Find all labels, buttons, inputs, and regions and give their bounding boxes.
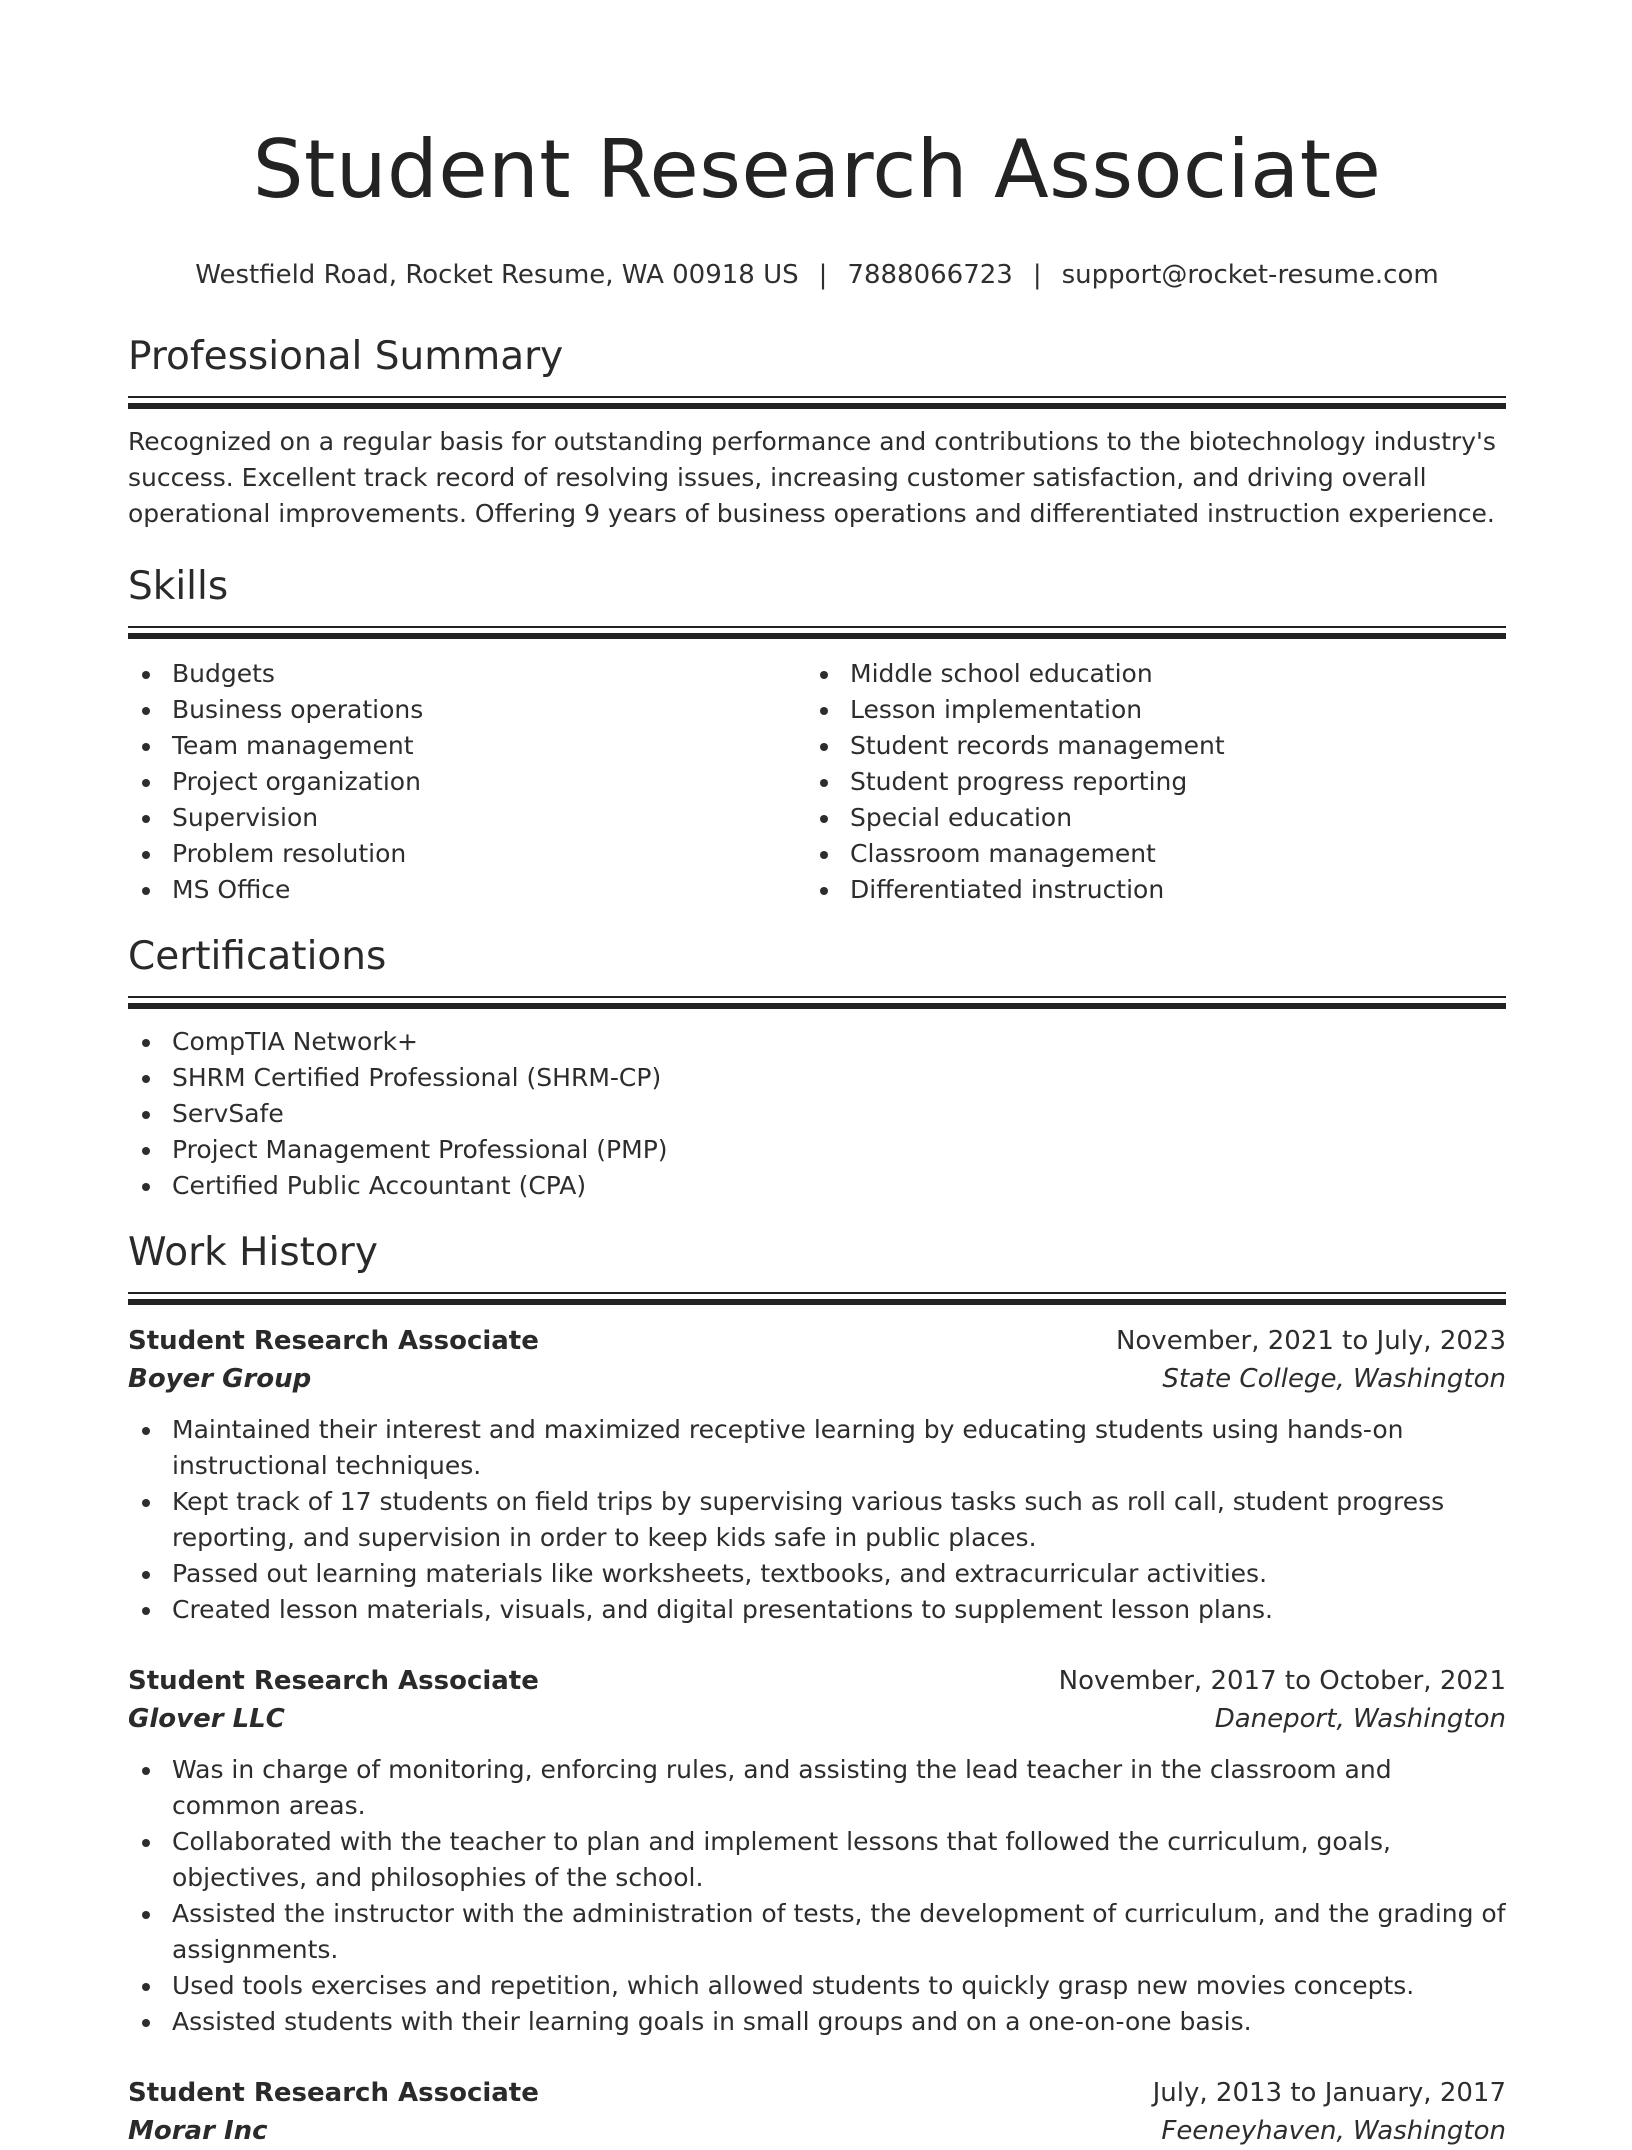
job-bullet: Assisted students with their learning goals in small groups and on a one-on-one basis. — [128, 2004, 1506, 2040]
job-bullets — [128, 1412, 1506, 1628]
job-location: Daneport, Washington — [1214, 1704, 1506, 1734]
certification-item: CompTIA Network+ — [128, 1024, 1506, 1060]
job-header — [128, 1662, 1506, 1700]
section-divider — [128, 396, 1506, 408]
section-title-work-history: Work History — [128, 1230, 378, 1275]
skills-list-left — [128, 656, 806, 908]
skill-item: Budgets — [128, 656, 806, 692]
skill-item: Project organization — [128, 764, 806, 800]
summary-section — [128, 332, 1506, 532]
job-location: State College, Washington — [1162, 1364, 1506, 1394]
job-subheader — [128, 1700, 1506, 1738]
skill-item: Supervision — [128, 800, 806, 836]
separator: | — [1032, 260, 1042, 290]
job-bullet: Assisted the instructor with the administration of tests, the development of curriculum, and the grading of assignments. — [128, 1896, 1506, 1968]
job-bullet: Kept track of 17 students on field trips by supervising various tasks such as roll call, student progress reporting, and supervision in order to keep kids safe in public places. — [128, 1484, 1506, 1556]
skill-item: Student progress reporting — [806, 764, 1484, 800]
skill-item: Business operations — [128, 692, 806, 728]
skills-list-right — [806, 656, 1484, 908]
job-entry — [128, 1662, 1506, 2040]
job-location: Feeneyhaven, Washington — [1161, 2116, 1506, 2146]
job-bullet: Created lesson materials, visuals, and digital presentations to supplement lesson plans. — [128, 1592, 1506, 1628]
skill-item: MS Office — [128, 872, 806, 908]
job-dates: November, 2017 to October, 2021 — [1058, 1666, 1506, 1696]
certifications-section — [128, 932, 1506, 1204]
skill-item: Classroom management — [806, 836, 1484, 872]
job-subheader — [128, 2112, 1506, 2150]
certification-item: Certified Public Accountant (CPA) — [128, 1168, 1506, 1204]
skill-item: Lesson implementation — [806, 692, 1484, 728]
resume-page — [128, 0, 1506, 2150]
job-dates: November, 2021 to July, 2023 — [1115, 1326, 1506, 1356]
skill-item: Problem resolution — [128, 836, 806, 872]
job-title: Student Research Associate — [128, 2078, 539, 2108]
job-entry — [128, 1322, 1506, 1628]
job-bullet: Collaborated with the teacher to plan and implement lessons that followed the curriculum, goals, objectives, and philosophies of the school. — [128, 1824, 1506, 1896]
contact-line — [128, 258, 1506, 292]
job-header — [128, 2074, 1506, 2112]
skills-section — [128, 562, 1506, 908]
job-title: Student Research Associate — [128, 1666, 539, 1696]
certifications-list — [128, 1024, 1506, 1204]
skill-item: Special education — [806, 800, 1484, 836]
section-title-skills: Skills — [128, 564, 229, 609]
summary-text: Recognized on a regular basis for outstanding performance and contributions to the biotechnology industry's success. Excellent track record of resolving issues, increasing customer satisfaction, and driving overall operational improvements. Offering 9 years of business operations and differentiated instruction experience. — [128, 427, 1496, 528]
certification-item: ServSafe — [128, 1096, 1506, 1132]
job-header — [128, 1322, 1506, 1360]
job-dates: July, 2013 to January, 2017 — [1152, 2078, 1506, 2108]
skill-item: Team management — [128, 728, 806, 764]
section-divider — [128, 996, 1506, 1008]
separator: | — [818, 260, 828, 290]
certification-item: Project Management Professional (PMP) — [128, 1132, 1506, 1168]
skill-item: Student records management — [806, 728, 1484, 764]
job-company: Morar Inc — [128, 2116, 268, 2146]
job-entry — [128, 2074, 1506, 2150]
email: support@rocket-resume.com — [1061, 260, 1439, 290]
job-bullet: Maintained their interest and maximized receptive learning by educating students using hands-on instructional techniques. — [128, 1412, 1506, 1484]
candidate-name: Student Research Associate — [252, 123, 1382, 216]
job-bullets — [128, 1752, 1506, 2040]
phone: 7888066723 — [847, 260, 1013, 290]
address: Westfield Road, Rocket Resume, WA 00918 US — [195, 260, 799, 290]
work-history-section — [128, 1228, 1506, 2150]
section-title-certifications: Certifications — [128, 934, 387, 979]
section-divider — [128, 1292, 1506, 1304]
job-company: Glover LLC — [128, 1704, 285, 1734]
job-subheader — [128, 1360, 1506, 1398]
job-company: Boyer Group — [128, 1364, 312, 1394]
job-bullet: Was in charge of monitoring, enforcing rules, and assisting the lead teacher in the classroom and common areas. — [128, 1752, 1506, 1824]
job-title: Student Research Associate — [128, 1326, 539, 1356]
certification-item: SHRM Certified Professional (SHRM-CP) — [128, 1060, 1506, 1096]
job-bullet: Passed out learning materials like worksheets, textbooks, and extracurricular activities. — [128, 1556, 1506, 1592]
section-divider — [128, 626, 1506, 638]
job-bullet: Used tools exercises and repetition, which allowed students to quickly grasp new movies concepts. — [128, 1968, 1506, 2004]
skill-item: Middle school education — [806, 656, 1484, 692]
section-title-summary: Professional Summary — [128, 334, 564, 379]
skills-columns — [128, 656, 1506, 908]
skill-item: Differentiated instruction — [806, 872, 1484, 908]
